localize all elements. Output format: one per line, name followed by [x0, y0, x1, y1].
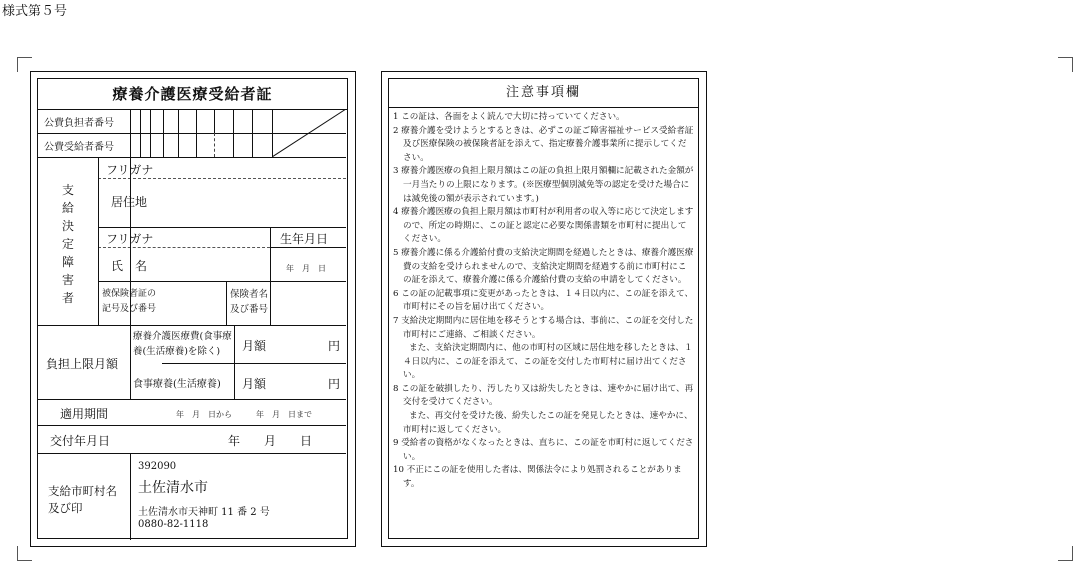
issue-date-units: 年 月 日: [228, 434, 313, 448]
rule: [38, 453, 346, 454]
validity-period-range: 年 月 日から 年 月 日まで: [176, 410, 312, 419]
rule-v: [270, 281, 271, 325]
beneficiary-section-label: 支 給 決 定 障 害 者: [61, 183, 74, 305]
rule-dashed: [98, 178, 346, 179]
rule-dashed: [98, 247, 270, 248]
rule-v: [226, 281, 227, 325]
rule-v: [178, 109, 179, 157]
rule: [38, 157, 346, 158]
rule: [38, 325, 346, 326]
municipality-code: 392090: [138, 461, 177, 472]
issue-date-label: 交付年月日: [50, 434, 111, 448]
birthdate-units: 年 月 日: [286, 264, 326, 273]
note-item: 3 療養介護医療の負担上限月額はこの証の負担上限月額欄に記載された金額が一月当たりの上限になります。(※医療型個別減免等の認定を受けた場合には減免後の額が表示されています。): [393, 166, 694, 204]
rule-v: [150, 109, 151, 157]
void-diagonal: [272, 109, 348, 157]
certificate-inner-frame: [37, 78, 348, 539]
note-item: また、再交付を受けた後、紛失したこの証を発見したときは、速やかに、市町村に返してください。: [403, 411, 693, 435]
rule: [270, 247, 346, 248]
address-label: 居住地: [111, 195, 148, 209]
municipality-label: 支給市町村名 及び印: [48, 484, 117, 515]
crop-mark-top-right: [1058, 57, 1073, 72]
recipient-number-label: 公費受給者番号: [44, 142, 114, 153]
meal-cost-label: 食事療養(生活療養): [133, 379, 221, 390]
rule-v: [163, 109, 164, 157]
note-item: 10 不正にこの証を使用した者は、関係法令により処罰されることがあります。: [393, 465, 682, 490]
rule: [162, 363, 346, 364]
rule-v: [196, 109, 197, 157]
notes-list: [393, 111, 695, 492]
medical-cost-label: 療養介護医療費(食事療 養(生活療養)を除く): [133, 331, 232, 357]
name-label: 氏 名: [111, 259, 148, 273]
payer-number-label: 公費負担者番号: [44, 118, 114, 129]
note-item: 5 療養介護に係る介護給付費の支給決定期間を経過したときは、療養介護医療費の支給を受けられませんので、支給決定期間を経過する前に市町村にこの証を添えて、療養介護に係る介護給付費の支給の申請をしてください。: [393, 247, 694, 286]
rule: [98, 227, 346, 228]
rule-v: [130, 325, 131, 399]
note-item: 2 療養介護を受けようとするときは、必ずこの証ご障害福祉サービス受給者証及び医療保険の被保険者証を添えて、指定療養介護事業所に提示してください。: [393, 125, 694, 163]
note-item: 8 この証を破損したり、汚したり又は紛失したときは、速やかに届け出て、再交付を受けてください。: [393, 383, 694, 408]
crop-mark-top-left: [17, 57, 32, 72]
city-address: 土佐清水市天神町 11 番 2 号: [138, 507, 270, 518]
certificate-title: 療養介護医療受給者証: [38, 79, 347, 110]
rule-v: [234, 325, 235, 399]
rule: [98, 281, 346, 282]
notes-card: [381, 71, 707, 547]
validity-period-label: 適用期間: [60, 407, 109, 421]
note-item: 9 受給者の資格がなくなったときは、直ちに、この証を市町村に返してください。: [393, 438, 694, 462]
note-item: 6 この証の記載事項に変更があったときは、１４日以内に、この証を添えて、市町村にその旨を届け出てください。: [393, 288, 694, 313]
crop-mark-bottom-left: [17, 546, 32, 561]
form-number: 様式第５号: [2, 4, 68, 19]
rule-v: [270, 227, 271, 281]
furigana-label: フリガナ: [106, 163, 154, 177]
note-item: 1 この証は、各面をよく読んで大切に持っていてください。: [393, 112, 625, 122]
rule-v: [233, 109, 234, 157]
birthdate-label: 生年月日: [280, 232, 329, 246]
yen-unit: 円: [328, 339, 341, 353]
city-name: 土佐清水市: [138, 480, 208, 496]
monthly-limit-label: 負担上限月額: [46, 357, 119, 371]
rule-v-dashed: [214, 133, 215, 157]
crop-mark-bottom-right: [1058, 546, 1073, 561]
note-item: 4 療養介護医療の負担上限月額は市町村が利用者の収入等に応じて決定しますので、所定の時期に、この証と認定に必要な関係書類を市町村に提出してください。: [393, 207, 694, 245]
yen-unit: 円: [328, 377, 341, 391]
notes-title: 注意事項欄: [389, 79, 698, 108]
rule-v: [252, 109, 253, 157]
month-amount-label: 月額: [242, 339, 267, 353]
rule-v: [130, 109, 131, 157]
rule-v: [140, 109, 141, 157]
rule-v: [98, 157, 99, 325]
note-item: 7 支給決定期間内に居住地を移そうとする場合は、事前に、この証を交付した市町村にご連絡、ご相談ください。: [393, 315, 694, 340]
month-amount-label: 月額: [242, 377, 267, 391]
certificate-card: [30, 71, 356, 547]
city-phone: 0880-82-1118: [138, 519, 209, 530]
rule-v: [214, 109, 215, 133]
insurer-label: 保険者名 及び番号: [230, 289, 269, 315]
notes-inner-frame: [388, 78, 699, 539]
rule: [38, 425, 346, 426]
rule-v: [130, 453, 131, 540]
insured-card-label: 被保険者証の 記号及び番号: [102, 289, 157, 314]
furigana-label: フリガナ: [106, 232, 154, 246]
rule: [38, 399, 346, 400]
note-item: また、支給決定期間内に、他の市町村の区域に居住地を移したときは、１４日以内に、この証を添えて、この証を交付した市町村に届け出てください。: [403, 343, 693, 381]
